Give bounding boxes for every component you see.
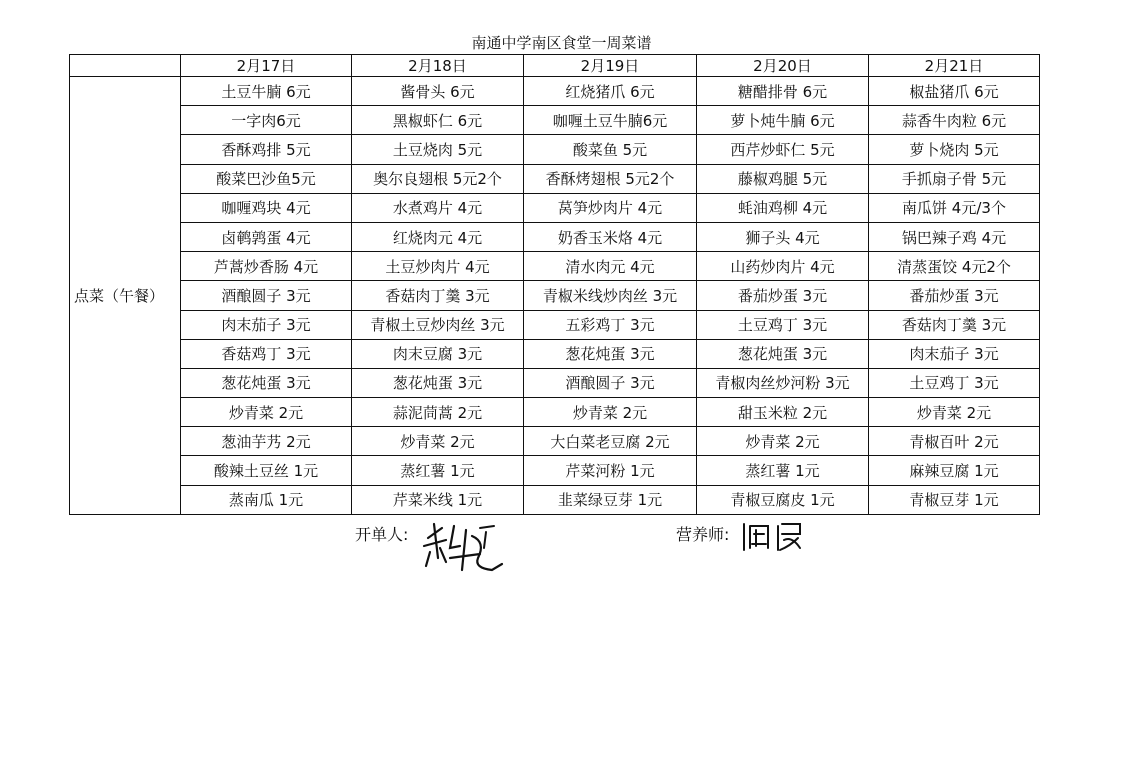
dish-cell: 清水肉元 4元 bbox=[524, 252, 697, 281]
dish-cell: 手抓扇子骨 5元 bbox=[869, 164, 1040, 193]
dish-cell: 蒜香牛肉粒 6元 bbox=[869, 106, 1040, 135]
dish-cell: 五彩鸡丁 3元 bbox=[524, 310, 697, 339]
dish-cell: 酱骨头 6元 bbox=[352, 77, 524, 106]
category-cell: 点菜（午餐） bbox=[70, 77, 181, 515]
dish-cell: 青椒豆芽 1元 bbox=[869, 485, 1040, 514]
dish-cell: 椒盐猪爪 6元 bbox=[869, 77, 1040, 106]
dish-cell: 土豆鸡丁 3元 bbox=[869, 368, 1040, 397]
date-header-1: 2月18日 bbox=[352, 55, 524, 77]
table-row bbox=[70, 252, 1040, 281]
dish-cell: 奥尔良翅根 5元2个 bbox=[352, 164, 524, 193]
issuer-label: 开单人: bbox=[355, 525, 409, 544]
menu-body bbox=[70, 77, 1040, 515]
dish-cell: 芹菜米线 1元 bbox=[352, 485, 524, 514]
dish-cell: 青椒土豆炒肉丝 3元 bbox=[352, 310, 524, 339]
dish-cell: 蚝油鸡柳 4元 bbox=[697, 193, 869, 222]
nutritionist-handwritten-signature bbox=[738, 520, 810, 554]
dish-cell: 肉末茄子 3元 bbox=[181, 310, 352, 339]
dish-cell: 芦蒿炒香肠 4元 bbox=[181, 252, 352, 281]
date-header-2: 2月19日 bbox=[524, 55, 697, 77]
dish-cell: 肉末豆腐 3元 bbox=[352, 339, 524, 368]
date-header-4: 2月21日 bbox=[869, 55, 1040, 77]
dish-cell: 红烧猪爪 6元 bbox=[524, 77, 697, 106]
table-row bbox=[70, 135, 1040, 164]
dish-cell: 萝卜炖牛腩 6元 bbox=[697, 106, 869, 135]
dish-cell: 黑椒虾仁 6元 bbox=[352, 106, 524, 135]
page-title: 南通中学南区食堂一周菜谱 bbox=[471, 34, 652, 52]
dish-cell: 甜玉米粒 2元 bbox=[697, 398, 869, 427]
dish-cell: 葱花炖蛋 3元 bbox=[352, 368, 524, 397]
weekly-menu-table bbox=[69, 54, 1040, 515]
dish-cell: 酒酿圆子 3元 bbox=[524, 368, 697, 397]
dish-cell: 番茄炒蛋 3元 bbox=[697, 281, 869, 310]
dish-cell: 奶香玉米烙 4元 bbox=[524, 222, 697, 251]
issuer-signature-block bbox=[355, 522, 408, 545]
dish-cell: 香酥烤翅根 5元2个 bbox=[524, 164, 697, 193]
date-header-3: 2月20日 bbox=[697, 55, 869, 77]
dish-cell: 土豆牛腩 6元 bbox=[181, 77, 352, 106]
dish-cell: 芹菜河粉 1元 bbox=[524, 456, 697, 485]
table-row bbox=[70, 222, 1040, 251]
dish-cell: 番茄炒蛋 3元 bbox=[869, 281, 1040, 310]
dish-cell: 炒青菜 2元 bbox=[697, 427, 869, 456]
dish-cell: 水煮鸡片 4元 bbox=[352, 193, 524, 222]
table-row bbox=[70, 106, 1040, 135]
issuer-handwritten-signature bbox=[420, 518, 510, 576]
dish-cell: 蒜泥茼蒿 2元 bbox=[352, 398, 524, 427]
table-row bbox=[70, 281, 1040, 310]
dish-cell: 卤鹌鹑蛋 4元 bbox=[181, 222, 352, 251]
table-row bbox=[70, 164, 1040, 193]
table-row bbox=[70, 193, 1040, 222]
dish-cell: 土豆炒肉片 4元 bbox=[352, 252, 524, 281]
dish-cell: 青椒豆腐皮 1元 bbox=[697, 485, 869, 514]
dish-cell: 酸菜巴沙鱼5元 bbox=[181, 164, 352, 193]
dish-cell: 蒸红薯 1元 bbox=[352, 456, 524, 485]
dish-cell: 香菇肉丁羹 3元 bbox=[352, 281, 524, 310]
dish-cell: 南瓜饼 4元/3个 bbox=[869, 193, 1040, 222]
dish-cell: 山药炒肉片 4元 bbox=[697, 252, 869, 281]
dish-cell: 肉末茄子 3元 bbox=[869, 339, 1040, 368]
nutritionist-label: 营养师: bbox=[676, 525, 730, 544]
blank-header-cell bbox=[70, 55, 181, 77]
dish-cell: 蒸红薯 1元 bbox=[697, 456, 869, 485]
dish-cell: 青椒肉丝炒河粉 3元 bbox=[697, 368, 869, 397]
dish-cell: 一字肉6元 bbox=[181, 106, 352, 135]
dish-cell: 葱花炖蛋 3元 bbox=[181, 368, 352, 397]
dish-cell: 青椒米线炒肉丝 3元 bbox=[524, 281, 697, 310]
dish-cell: 香酥鸡排 5元 bbox=[181, 135, 352, 164]
dish-cell: 青椒百叶 2元 bbox=[869, 427, 1040, 456]
dish-cell: 大白菜老豆腐 2元 bbox=[524, 427, 697, 456]
table-row bbox=[70, 310, 1040, 339]
table-row bbox=[70, 427, 1040, 456]
dish-cell: 酸辣土豆丝 1元 bbox=[181, 456, 352, 485]
dish-cell: 炒青菜 2元 bbox=[352, 427, 524, 456]
dish-cell: 香菇鸡丁 3元 bbox=[181, 339, 352, 368]
dish-cell: 藤椒鸡腿 5元 bbox=[697, 164, 869, 193]
dish-cell: 葱花炖蛋 3元 bbox=[697, 339, 869, 368]
dish-cell: 咖喱土豆牛腩6元 bbox=[524, 106, 697, 135]
table-row bbox=[70, 398, 1040, 427]
table-row bbox=[70, 368, 1040, 397]
dish-cell: 萝卜烧肉 5元 bbox=[869, 135, 1040, 164]
dish-cell: 炒青菜 2元 bbox=[181, 398, 352, 427]
dish-cell: 红烧肉元 4元 bbox=[352, 222, 524, 251]
dish-cell: 咖喱鸡块 4元 bbox=[181, 193, 352, 222]
dish-cell: 清蒸蛋饺 4元2个 bbox=[869, 252, 1040, 281]
dish-cell: 西芹炒虾仁 5元 bbox=[697, 135, 869, 164]
nutritionist-signature-block bbox=[676, 522, 729, 545]
dish-cell: 韭菜绿豆芽 1元 bbox=[524, 485, 697, 514]
dish-cell: 土豆鸡丁 3元 bbox=[697, 310, 869, 339]
dish-cell: 炒青菜 2元 bbox=[524, 398, 697, 427]
table-row bbox=[70, 77, 1040, 106]
dish-cell: 糖醋排骨 6元 bbox=[697, 77, 869, 106]
dish-cell: 葱花炖蛋 3元 bbox=[524, 339, 697, 368]
dish-cell: 锅巴辣子鸡 4元 bbox=[869, 222, 1040, 251]
table-row bbox=[70, 485, 1040, 514]
dish-cell: 蒸南瓜 1元 bbox=[181, 485, 352, 514]
dish-cell: 土豆烧肉 5元 bbox=[352, 135, 524, 164]
dish-cell: 葱油芋艿 2元 bbox=[181, 427, 352, 456]
date-header-row bbox=[70, 55, 1040, 77]
table-row bbox=[70, 456, 1040, 485]
dish-cell: 炒青菜 2元 bbox=[869, 398, 1040, 427]
dish-cell: 香菇肉丁羹 3元 bbox=[869, 310, 1040, 339]
dish-cell: 莴笋炒肉片 4元 bbox=[524, 193, 697, 222]
dish-cell: 麻辣豆腐 1元 bbox=[869, 456, 1040, 485]
dish-cell: 狮子头 4元 bbox=[697, 222, 869, 251]
dish-cell: 酸菜鱼 5元 bbox=[524, 135, 697, 164]
table-row bbox=[70, 339, 1040, 368]
dish-cell: 酒酿圆子 3元 bbox=[181, 281, 352, 310]
date-header-0: 2月17日 bbox=[181, 55, 352, 77]
